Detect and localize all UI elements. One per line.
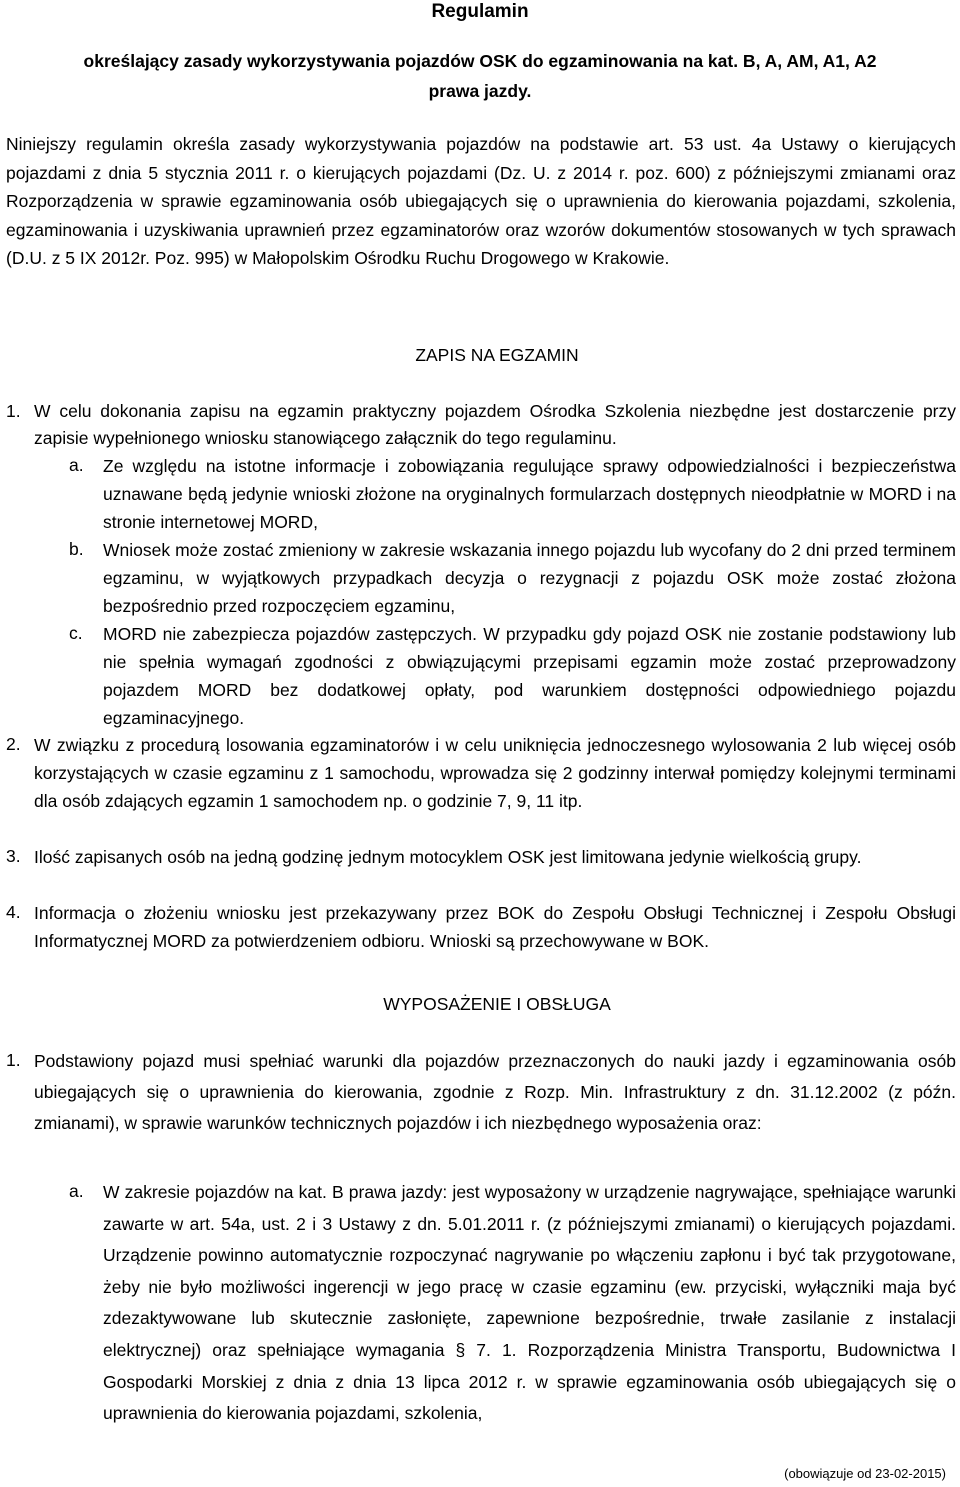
validity-footer: (obowiązuje od 23-02-2015) <box>784 1466 946 1481</box>
document-subtitle-line2: prawa jazdy. <box>428 81 532 101</box>
item-number: 3. <box>6 846 21 866</box>
section1-item-1: W celu dokonania zapisu na egzamin praktyczny pojazdem Ośrodka Szkolenia niezbędne jest dostarczenie przy zapisie wypełnionego wniosku stanowiącego załącznik do tego regulaminu. <box>34 401 956 448</box>
intro-paragraph: Niniejszy regulamin określa zasady wykorzystywania pojazdów na podstawie art. 53 ust. 4a Ustawy o kierujących pojazdami z dnia 5 stycznia 2011 r. o kierujących pojazdami (Dz. U. z 2014 r. poz. 600) z późniejszymi zmianami oraz Rozporządzenia w sprawie egzaminowania osób ubiegających się o uprawnienia do kierowania pojazdami, szkolenia, egzaminowania i uzyskiwania uprawnień przez egzaminatorów oraz wzorów dokumentów stosowanych w tych sprawach (D.U. z 5 IX 2012r. Poz. 995) w Małopolskim Ośrodku Ruchu Drogowego w Krakowie. <box>6 134 956 268</box>
section1-item-a: Ze względu na istotne informacje i zobowiązania regulujące sprawy odpowiedzialności i bezpieczeństwa uznawane będą jedynie wnioski złożone na oryginalnych formularzach dostępnych nieodpłatnie w MORD i na stronie internetowej MORD, <box>103 456 956 532</box>
section1-item-b: Wniosek może zostać zmieniony w zakresie wskazania innego pojazdu lub wycofany do 2 dni przed terminem egzaminu, w wyjątkowych przypadkach decyzja o rezygnacji z pojazdu OSK może zostać złożona bezpośrednio przed rozpoczęciem egzaminu, <box>103 540 956 616</box>
section2-item-a: W zakresie pojazdów na kat. B prawa jazdy: jest wyposażony w urządzenie nagrywające, spełniające warunki zawarte w art. 54a, ust. 2 i 3 Ustawy z dn. 5.01.2011 r. (z późniejszymi zmianami) o kierujących pojazdami. Urządzenie powinno automatycznie rozpoczynać nagrywanie po włączeniu zapłonu i być tak przygotowane, żeby nie było możliwości ingerencji w jego pracę w czasie egzaminu (ew. przyciski, wyłączniki maja być zdezaktywowane lub skutecznie zasłonięte, zapewnione bezpośrednie, trwałe zasilanie z instalacji elektrycznej) oraz spełniające wymagania § 7. 1. Rozporządzenia Ministra Transportu, Budownictwa I Gospodarki Morskiej z dnia z dnia 13 lipca 2012 r. w sprawie egzaminowania osób ubiegających się o uprawnienia do kierowania pojazdami, szkolenia, <box>103 1182 956 1424</box>
section1-item-c: MORD nie zabezpiecza pojazdów zastępczych. W przypadku gdy pojazd OSK nie zostanie podstawiony lub nie spełnia wymagań zgodności z obwiązującymi przepisami egzamin może zostać przeprowadzony pojazdem MORD bez dodatkowej opłaty, pod warunkiem dostępności odpowiedniego pojazdu egzaminacyjnego. <box>103 624 956 728</box>
item-letter: c. <box>69 623 83 643</box>
item-letter: a. <box>69 455 84 475</box>
section1-item-4: Informacja o złożeniu wniosku jest przekazywany przez BOK do Zespołu Obsługi Technicznej i Zespołu Obsługi Informatycznej MORD za potwierdzeniem odbioru. Wnioski są przechowywane w BOK. <box>34 903 956 951</box>
section2-item-1: Podstawiony pojazd musi spełniać warunki dla pojazdów przeznaczonych do nauki jazdy i egzaminowania osób ubiegających się o uprawnienia do kierowania, zgodnie z Rozp. Min. Infrastruktury z dn. 31.12.2002 (z późn. zmianami), w sprawie warunków technicznych pojazdów i ich niezbędnego wyposażenia oraz: <box>34 1051 956 1133</box>
section1-item-3: Ilość zapisanych osób na jedną godzinę jednym motocyklem OSK jest limitowana jedynie wielkością grupy. <box>34 847 862 867</box>
section1-item-2: W związku z procedurą losowania egzaminatorów i w celu uniknięcia jednoczesnego wylosowania 2 lub więcej osób korzystających w czasie egzaminu z 1 samochodu, wprowadza się 2 godzinny interwał pomiędzy kolejnymi terminami dla osób zdających egzamin 1 samochodem np. o godzinie 7, 9, 11 itp. <box>34 735 956 811</box>
item-letter: a. <box>69 1181 84 1201</box>
item-number: 2. <box>6 734 21 754</box>
item-number: 4. <box>6 902 21 922</box>
section-heading-wyposazenie: WYPOSAŻENIE I OBSŁUGA <box>383 994 611 1014</box>
document-title: Regulamin <box>431 1 529 22</box>
section-heading-zapis: ZAPIS NA EGZAMIN <box>415 345 579 365</box>
item-number: 1. <box>6 401 21 421</box>
item-number: 1. <box>6 1050 21 1070</box>
document-subtitle-line1: określający zasady wykorzystywania pojazdów OSK do egzaminowania na kat. B, A, AM, A1, A2 <box>83 51 877 71</box>
item-letter: b. <box>69 539 84 559</box>
